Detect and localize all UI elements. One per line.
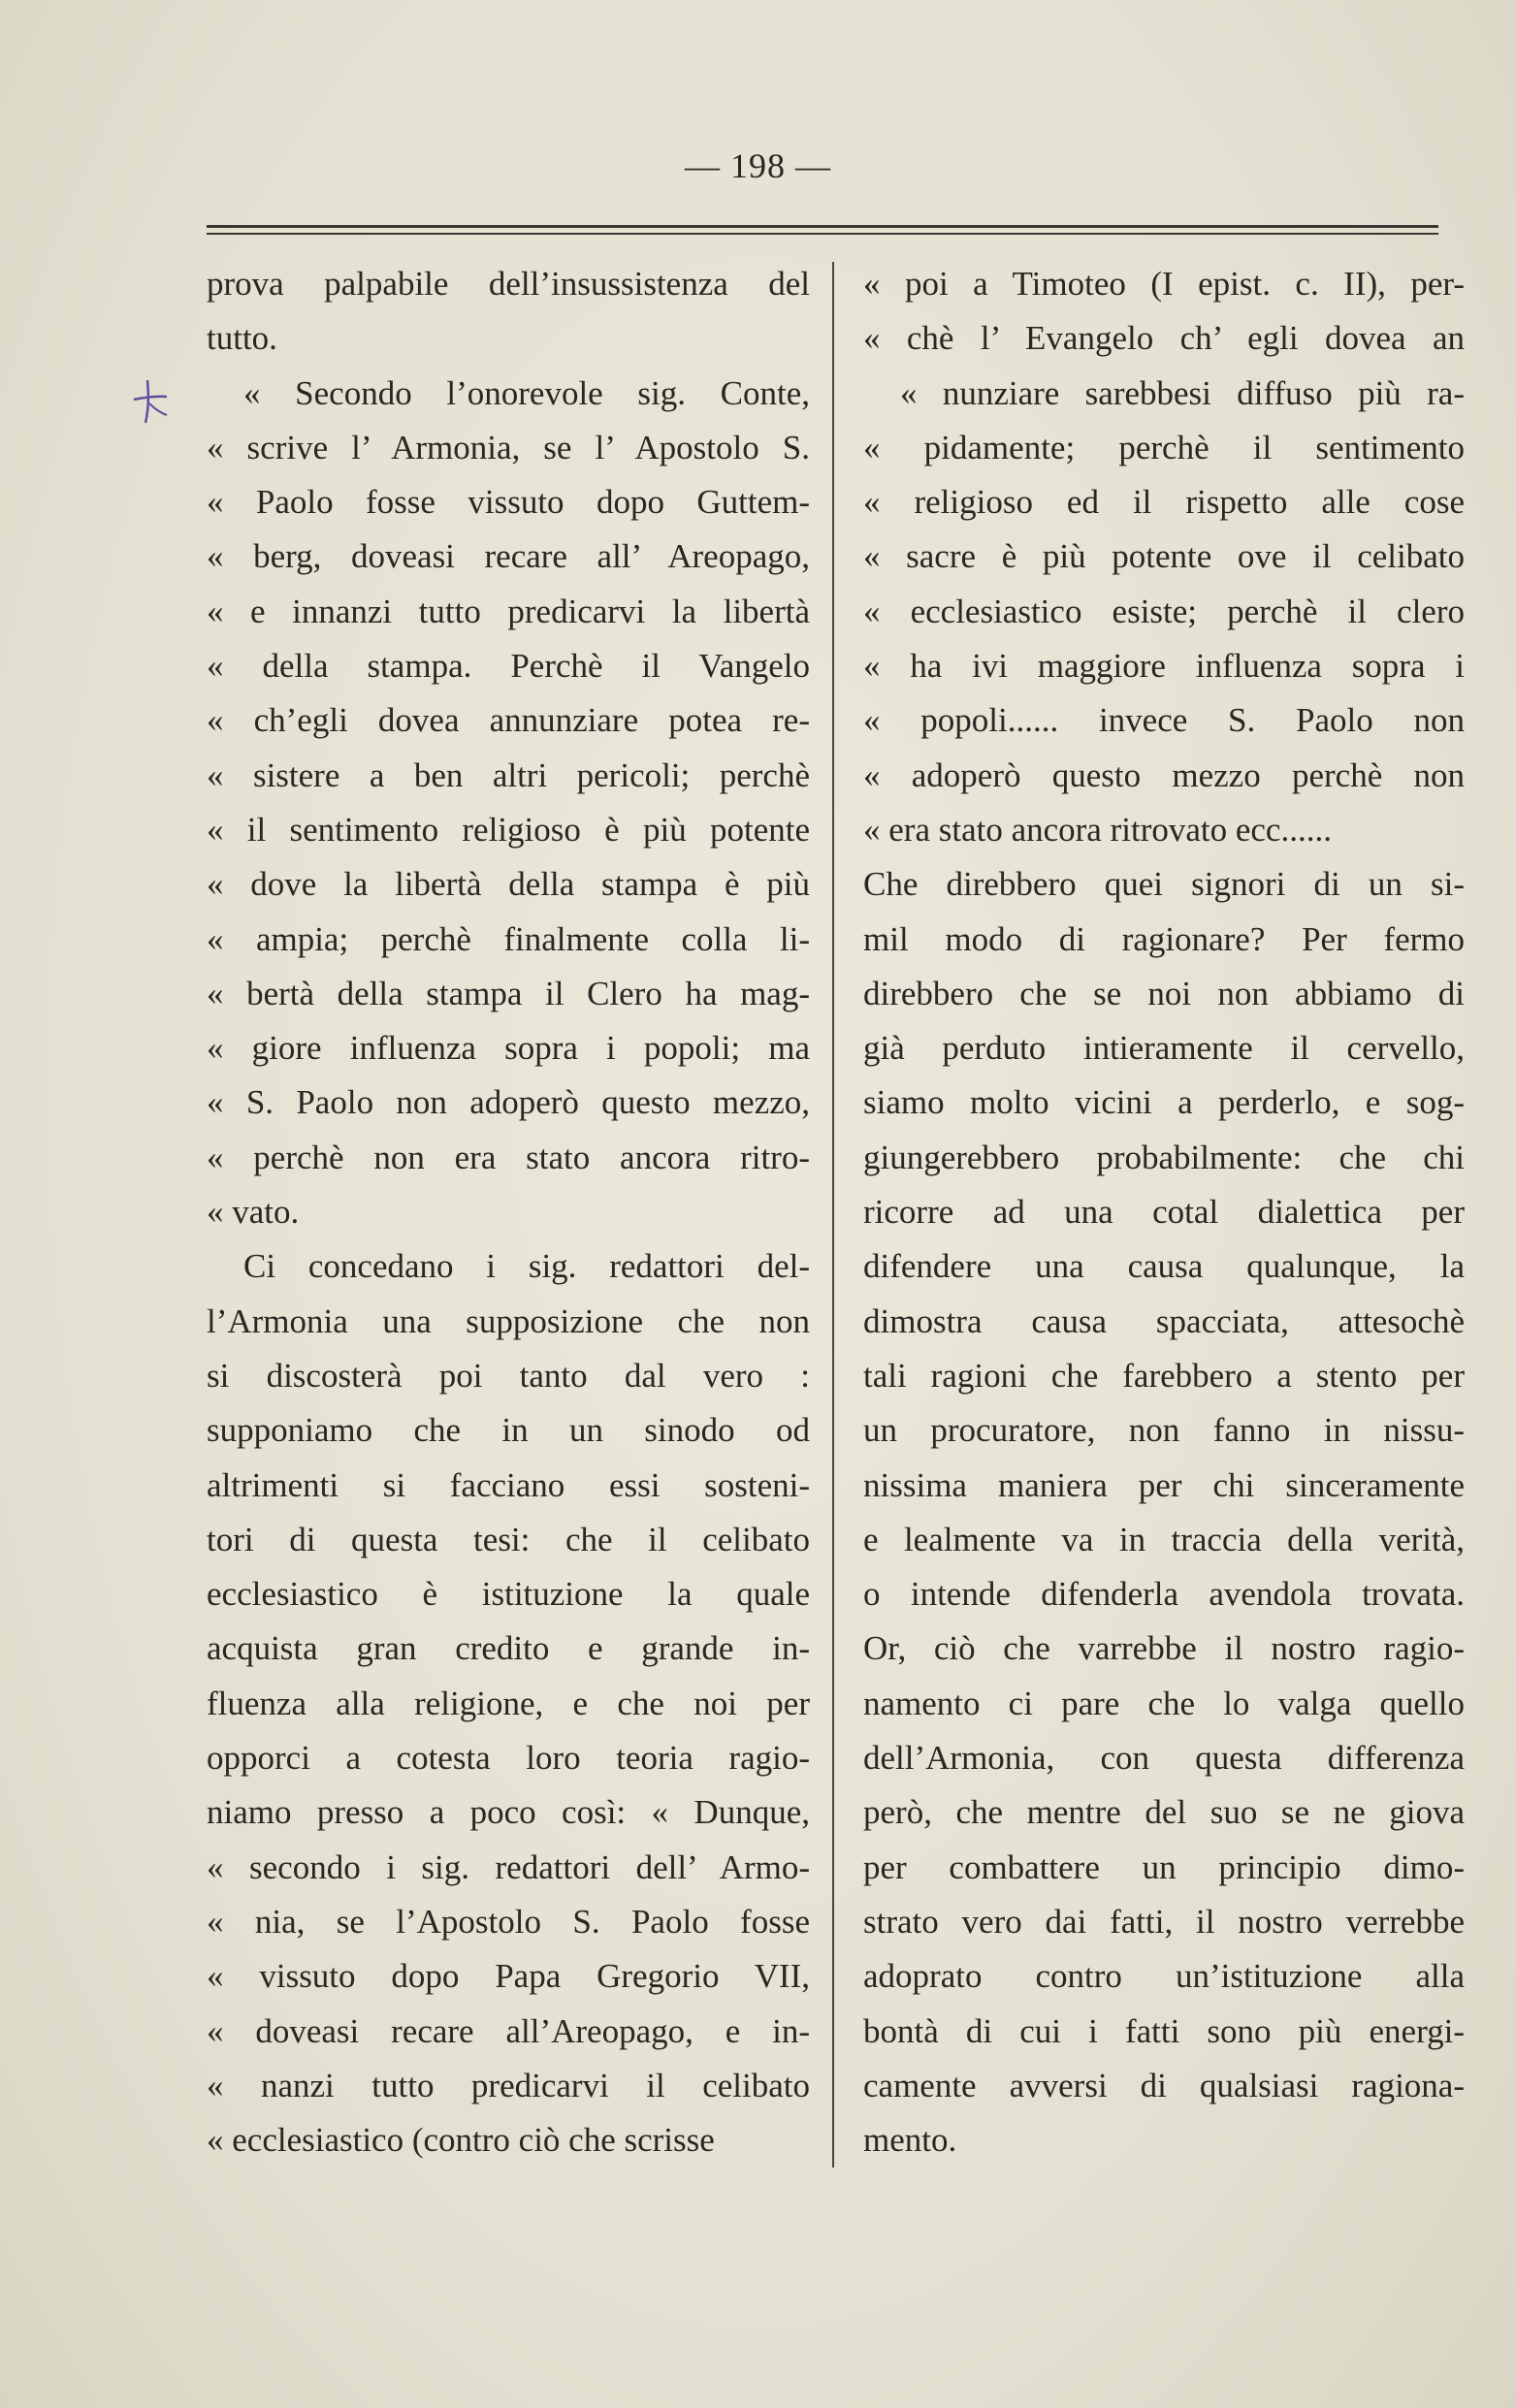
text-line: « della stampa. Perchè il Vangelo [207,647,810,686]
text-line: « vissuto dopo Papa Gregorio VII, [207,1957,810,1996]
text-line: « pidamente; perchè il sentimento [863,428,1465,466]
text-line: un procuratore, non fanno in nissu- [863,1411,1465,1450]
text-line: però, che mentre del suo se ne giova [863,1793,1465,1832]
text-line: « bertà della stampa il Clero ha mag- [207,974,810,1012]
text-line: « ecclesiastico esiste; perchè il clero [863,592,1465,630]
text-line: Ci concedano i sig. redattori del- [243,1247,810,1286]
text-line: « religioso ed il rispetto alle cose [863,483,1465,522]
left-column [207,257,810,2167]
text-line: si discosterà poi tanto dal vero : [207,1356,810,1395]
text-line: « chè l’ Evangelo ch’ egli dovea an [863,319,1465,358]
header-rule-thick [207,225,1438,228]
text-line: e lealmente va in traccia della verità, [863,1520,1465,1558]
text-line: tutto. [207,319,277,358]
text-line: niamo presso a poco così: « Dunque, [207,1793,810,1832]
text-line: « sistere a ben altri pericoli; perchè [207,755,810,794]
text-line: bontà di cui i fatti sono più energi- [863,2011,1465,2050]
text-line: « dove la libertà della stampa è più [207,865,810,904]
text-line: acquista gran credito e grande in- [207,1629,810,1668]
text-line: « berg, doveasi recare all’ Areopago, [207,537,810,576]
text-line: « era stato ancora ritrovato ecc...... [863,810,1332,849]
text-line: per combattere un principio dimo- [863,1847,1465,1886]
text-line: « il sentimento religioso è più potente [207,810,810,849]
text-line: « giore influenza sopra i popoli; ma [207,1029,810,1068]
text-line: tori di questa tesi: che il celibato [207,1520,810,1558]
text-line: « ecclesiastico (contro ciò che scrisse [207,2121,715,2160]
text-line: « Paolo fosse vissuto dopo Guttem- [207,483,810,522]
text-line: direbbero che se noi non abbiamo di [863,974,1465,1012]
text-line: difendere una causa qualunque, la [863,1247,1465,1286]
text-line: strato vero dai fatti, il nostro verrebbe [863,1902,1465,1941]
text-line: « Secondo l’onorevole sig. Conte, [243,373,810,412]
text-line: « nunziare sarebbesi diffuso più ra- [900,373,1465,412]
text-line: « secondo i sig. redattori dell’ Armo- [207,1847,810,1886]
text-line: « ha ivi maggiore influenza sopra i [863,647,1465,686]
text-line: giungerebbero probabilmente: che chi [863,1138,1465,1176]
text-line: « popoli...... invece S. Paolo non [863,701,1465,740]
text-line: nissima maniera per chi sinceramente [863,1465,1465,1504]
text-line: « doveasi recare all’Areopago, e in- [207,2011,810,2050]
text-line: « scrive l’ Armonia, se l’ Apostolo S. [207,428,810,466]
text-line: dell’Armonia, con questa differenza [863,1739,1465,1778]
text-line: Or, ciò che varrebbe il nostro ragio- [863,1629,1465,1668]
text-line: mil modo di ragionare? Per fermo [863,919,1465,958]
text-line: « nia, se l’Apostolo S. Paolo fosse [207,1902,810,1941]
text-line: « sacre è più potente ove il celibato [863,537,1465,576]
margin-cross-mark [126,374,175,429]
text-line: « e innanzi tutto predicarvi la libertà [207,592,810,630]
text-line: « adoperò questo mezzo perchè non [863,755,1465,794]
text-line: « poi a Timoteo (I epist. c. II), per- [863,265,1465,303]
text-line: supponiamo che in un sinodo od [207,1411,810,1450]
text-line: namento ci pare che lo valga quello [863,1684,1465,1722]
text-line: camente avversi di qualsiasi ragiona- [863,2066,1465,2104]
text-line: « ch’egli dovea annunziare potea re- [207,701,810,740]
text-line: altrimenti si facciano essi sosteni- [207,1465,810,1504]
right-column [863,257,1465,2167]
text-line: « ampia; perchè finalmente colla li- [207,919,810,958]
text-line: Che direbbero quei signori di un si- [863,865,1465,904]
header-rule-thin [207,233,1438,235]
text-line: « S. Paolo non adoperò questo mezzo, [207,1083,810,1122]
text-line: o intende difenderla avendola trovata. [863,1575,1465,1614]
text-line: tali ragioni che farebbero a stento per [863,1356,1465,1395]
text-line: ricorre ad una cotal dialettica per [863,1193,1465,1232]
text-line: dimostra causa spacciata, attesochè [863,1301,1465,1340]
text-line: adoprato contro un’istituzione alla [863,1957,1465,1996]
text-line: mento. [863,2121,957,2160]
text-line: opporci a cotesta loro teoria ragio- [207,1739,810,1778]
text-line: fluenza alla religione, e che noi per [207,1684,810,1722]
text-line: siamo molto vicini a perderlo, e sog- [863,1083,1465,1122]
column-divider [832,262,834,2167]
text-line: l’Armonia una supposizione che non [207,1301,810,1340]
text-line: prova palpabile dell’insussistenza del [207,265,810,303]
text-line: « nanzi tutto predicarvi il celibato [207,2066,810,2104]
text-line: ecclesiastico è istituzione la quale [207,1575,810,1614]
text-line: « perchè non era stato ancora ritro- [207,1138,810,1176]
text-line: già perduto intieramente il cervello, [863,1029,1465,1068]
page-number: — 198 — [685,146,831,185]
pen-mark-icon [126,374,175,429]
text-line: « vato. [207,1193,300,1232]
